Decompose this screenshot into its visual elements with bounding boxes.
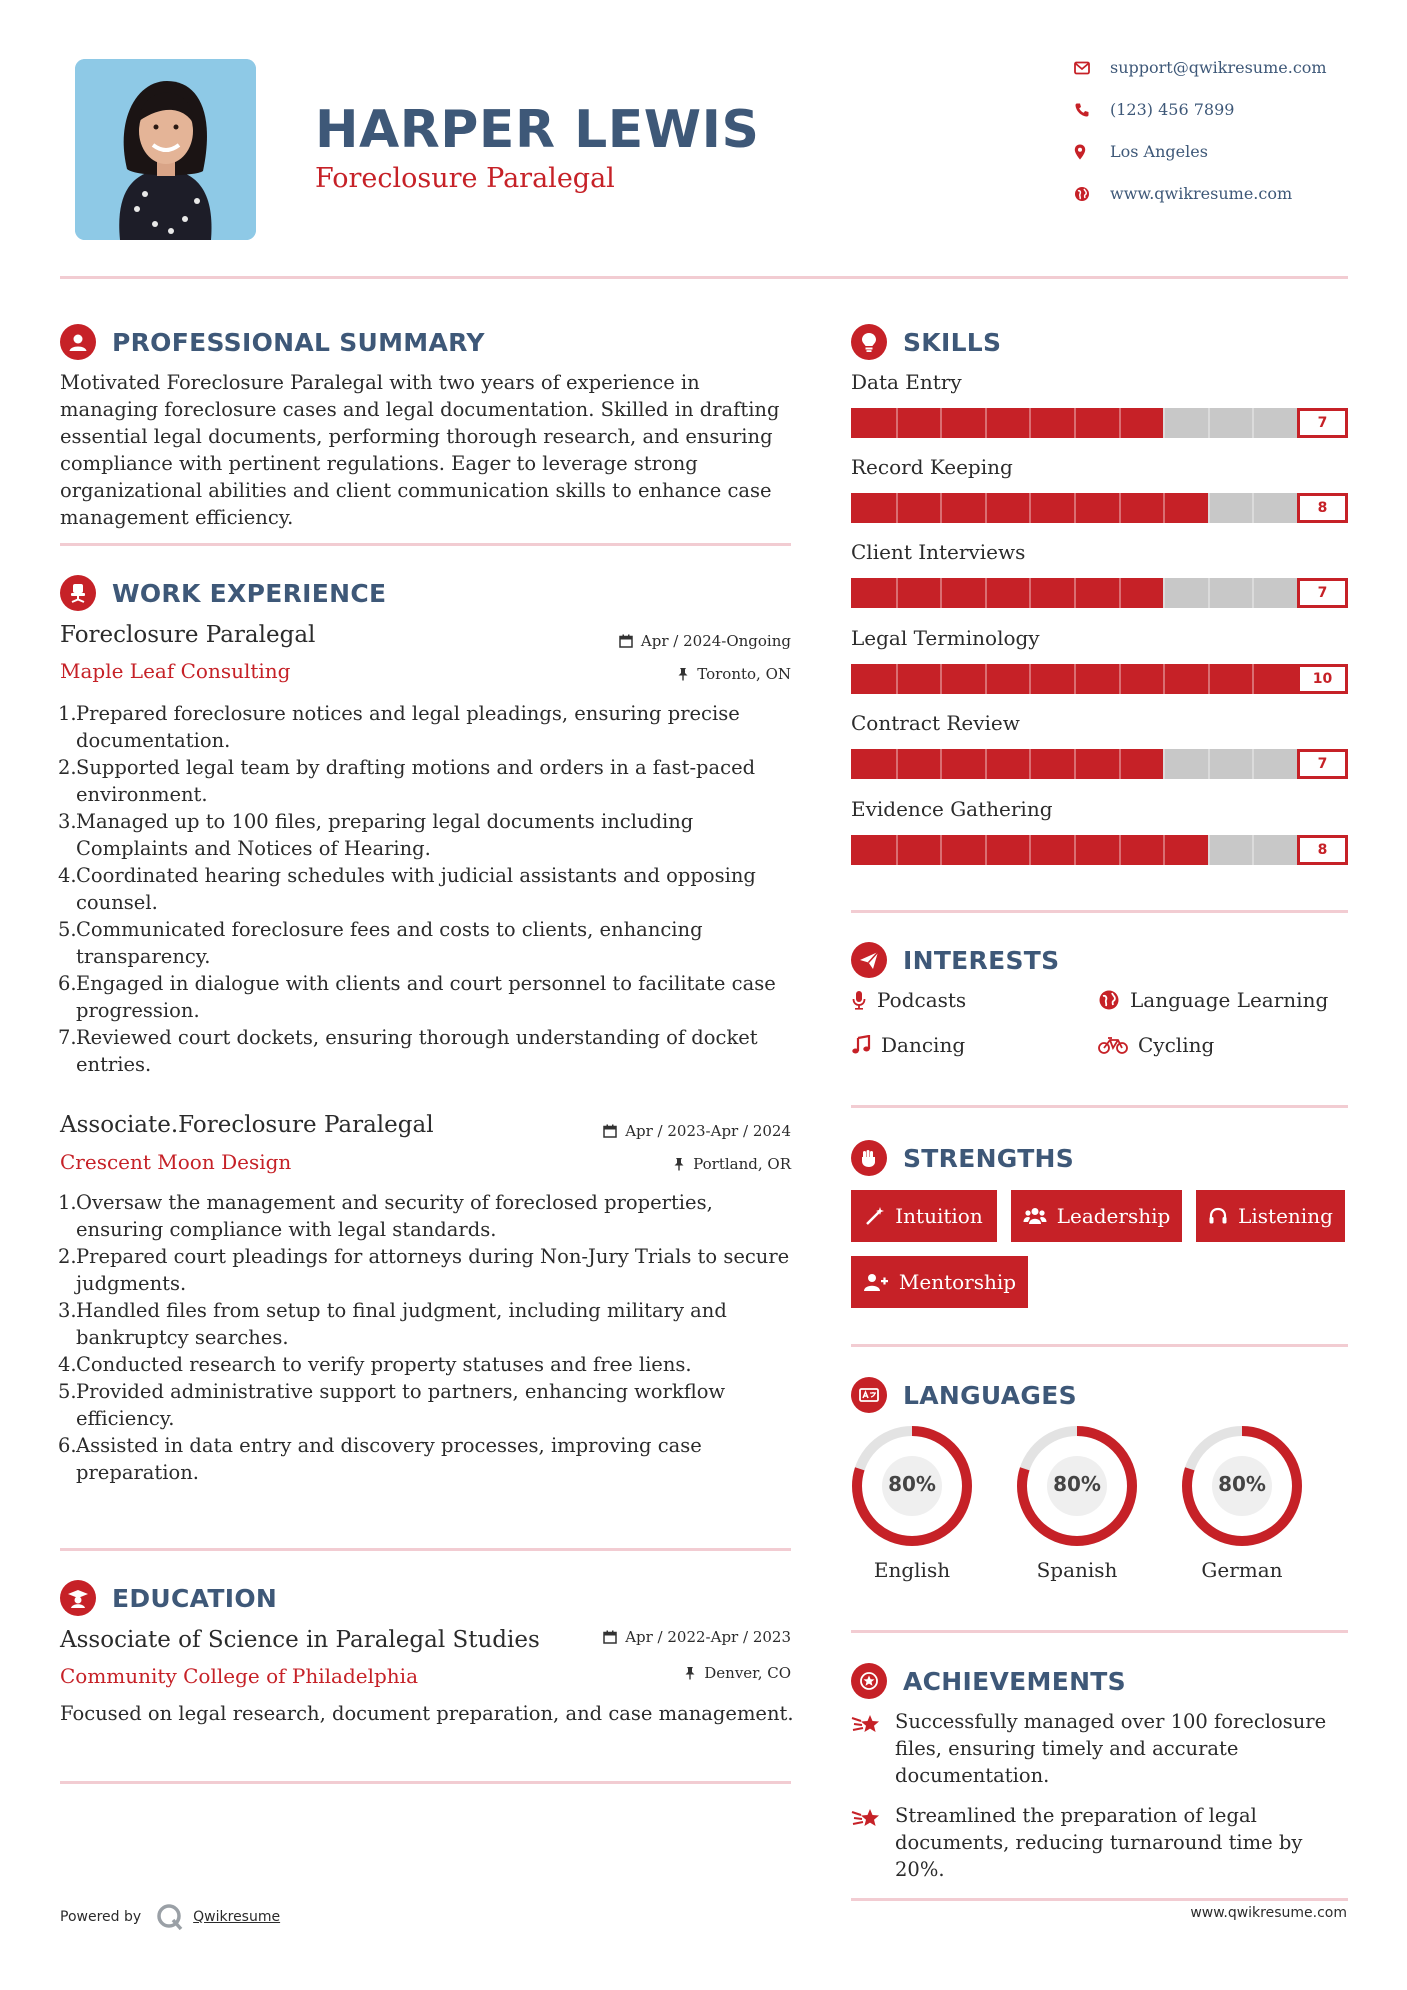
skill-bar-segment: [1074, 578, 1076, 608]
skill-bar-segment: [896, 835, 898, 865]
job-company: Crescent Moon Design: [60, 1150, 292, 1174]
skill-bar-segment: [896, 408, 898, 438]
list-item: 6. Engaged in dialogue with clients and court personnel to facilitate case progression.: [58, 972, 776, 1022]
lightbulb-icon: [851, 324, 887, 360]
skill-bar-segment: [1119, 493, 1121, 523]
interest-item: Podcasts: [851, 988, 966, 1012]
office-chair-icon: [60, 575, 96, 611]
shooting-star-icon: [851, 1710, 885, 1738]
globe-icon: [1074, 186, 1110, 202]
skill-level: 8: [1297, 835, 1348, 865]
skill-bar-segment: [1119, 749, 1121, 779]
skill-bar: [851, 664, 1297, 694]
languages-divider: [851, 1630, 1348, 1633]
languages-heading: LANGUAGES: [851, 1377, 1077, 1413]
strength-chip: Listening: [1196, 1190, 1345, 1242]
graduate-icon: [60, 1580, 96, 1616]
skill-bar-fill: [851, 408, 1163, 438]
job-location: Toronto, ON: [500, 665, 791, 683]
headphones-icon: [1208, 1206, 1228, 1226]
skill-bar-segment: [1119, 578, 1121, 608]
skill-level: 7: [1297, 578, 1348, 608]
user-plus-icon: [863, 1272, 889, 1292]
education-description: Focused on legal research, document preparation, and case management.: [60, 1702, 794, 1725]
skill-bar-segment: [985, 749, 987, 779]
interests-heading: INTERESTS: [851, 942, 1059, 978]
skill-bar-segment: [1029, 578, 1031, 608]
list-item: 7. Reviewed court dockets, ensuring thorough understanding of docket entries.: [58, 1026, 758, 1076]
star-badge-icon: [851, 1663, 887, 1699]
pushpin-icon: [684, 1666, 696, 1680]
skill-bar-segment: [1029, 408, 1031, 438]
language-percent: 80%: [1218, 1472, 1266, 1496]
strength-chip: Intuition: [851, 1190, 997, 1242]
skill-bar-segment: [1029, 749, 1031, 779]
contact-website-text: www.qwikresume.com: [1110, 184, 1293, 203]
skill-bar-segment: [1119, 664, 1121, 694]
powered-by: Powered by Qwikresume: [60, 1902, 280, 1932]
education-heading: EDUCATION: [60, 1580, 277, 1616]
summary-divider: [60, 543, 791, 546]
skill-bar-segment: [896, 493, 898, 523]
phone-icon: [1074, 102, 1110, 118]
skill-bar-segment: [1029, 493, 1031, 523]
contact-website[interactable]: [1074, 184, 1292, 203]
skill-level: 10: [1297, 664, 1348, 694]
skill-bar-segment: [985, 408, 987, 438]
skill-bar-fill: [851, 578, 1163, 608]
skill-bar: [851, 578, 1297, 608]
skills-divider: [851, 910, 1348, 913]
job-duties: [58, 700, 798, 1078]
interest-item: Dancing: [851, 1033, 965, 1057]
skill-bar: [851, 493, 1297, 523]
user-circle-icon: [60, 324, 96, 360]
interests-divider: [851, 1105, 1348, 1108]
skill-bar-segment: [940, 835, 942, 865]
qwikresume-logo-icon: [155, 1902, 185, 1932]
skill-bar-segment: [1074, 408, 1076, 438]
list-item: 2. Supported legal team by drafting motions and orders in a fast-paced environment.: [58, 756, 756, 806]
list-item: 2. Prepared court pleadings for attorneys during Non-Jury Trials to secure judgments.: [58, 1245, 790, 1295]
pushpin-icon: [677, 667, 689, 681]
list-item: 4. Conducted research to verify property statuses and free liens.: [58, 1353, 692, 1376]
education-location: Denver, CO: [500, 1664, 791, 1682]
skill-bar-segment: [1208, 408, 1210, 438]
skill-bar-segment: [1163, 493, 1165, 523]
job-location: Portland, OR: [500, 1155, 791, 1173]
achievement-item: Successfully managed over 100 foreclosure files, ensuring timely and accurate documentation.: [851, 1708, 1348, 1789]
skill-bar-segment: [1208, 664, 1210, 694]
list-item: 5. Provided administrative support to partners, enhancing workflow efficiency.: [58, 1380, 726, 1430]
skill-bar-segment: [896, 578, 898, 608]
skill-bar-segment: [896, 664, 898, 694]
skill-level: 7: [1297, 408, 1348, 438]
list-item: 5. Communicated foreclosure fees and costs to clients, enhancing transparency.: [58, 918, 703, 968]
job-date: Apr / 2024-Ongoing: [500, 632, 791, 650]
skill-bar-fill: [851, 749, 1163, 779]
magic-wand-icon: [865, 1206, 885, 1226]
skill-bar-segment: [940, 493, 942, 523]
list-item: 3. Handled files from setup to final judgment, including military and bankruptcy searches.: [58, 1299, 727, 1349]
skill-bar-segment: [1029, 835, 1031, 865]
education-date: Apr / 2022-Apr / 2023: [500, 1628, 791, 1646]
experience-divider: [60, 1548, 791, 1551]
strength-chip: Mentorship: [851, 1256, 1028, 1308]
contact-email[interactable]: [1074, 58, 1327, 77]
envelope-icon: [1074, 61, 1110, 75]
skill-bar-segment: [1029, 664, 1031, 694]
skill-bar-segment: [940, 578, 942, 608]
job-title: Foreclosure Paralegal: [60, 622, 316, 648]
skill-bar-segment: [940, 664, 942, 694]
globe-icon: [1098, 989, 1120, 1011]
skill-bar-segment: [940, 408, 942, 438]
skill-bar-segment: [1163, 664, 1165, 694]
skill-bar-segment: [985, 664, 987, 694]
list-item: 1. Oversaw the management and security of foreclosed properties, ensuring compliance with legal standards.: [58, 1191, 713, 1241]
skill-bar-segment: [1119, 835, 1121, 865]
list-item: 4. Coordinated hearing schedules with judicial assistants and opposing counsel.: [58, 864, 756, 914]
strength-chip: Leadership: [1011, 1190, 1182, 1242]
achievements-heading: ACHIEVEMENTS: [851, 1663, 1126, 1699]
users-icon: [1023, 1206, 1047, 1226]
language-name: English: [873, 1558, 951, 1582]
skill-bar-segment: [1252, 835, 1254, 865]
language-percent: 80%: [1053, 1472, 1101, 1496]
skill-bar-segment: [1074, 493, 1076, 523]
skill-bar-segment: [1074, 664, 1076, 694]
list-item: 3. Managed up to 100 files, preparing legal documents including Complaints and Notices of Hearing.: [58, 810, 694, 860]
strengths-heading: STRENGTHS: [851, 1140, 1074, 1176]
job-date: Apr / 2023-Apr / 2024: [500, 1122, 791, 1140]
footer-url[interactable]: www.qwikresume.com: [1190, 1905, 1347, 1921]
skills-heading: SKILLS: [851, 324, 1001, 360]
skill-bar: [851, 835, 1297, 865]
skill-bar-segment: [985, 835, 987, 865]
language-name: German: [1201, 1558, 1283, 1582]
calendar-icon: [603, 1124, 617, 1138]
achievement-item: Streamlined the preparation of legal documents, reducing turnaround time by 20%.: [851, 1802, 1348, 1883]
skill-bar-segment: [1252, 493, 1254, 523]
fist-icon: [851, 1140, 887, 1176]
skill-bar-segment: [1163, 408, 1165, 438]
calendar-icon: [603, 1630, 617, 1644]
strengths-divider: [851, 1344, 1348, 1347]
skill-bar-segment: [1163, 835, 1165, 865]
candidate-name: HARPER LEWIS: [315, 100, 760, 160]
skill-name: Client Interviews: [851, 540, 1026, 564]
skill-bar-segment: [1208, 835, 1210, 865]
list-item: 6. Assisted in data entry and discovery processes, improving case preparation.: [58, 1434, 702, 1484]
skill-bar-segment: [896, 749, 898, 779]
skill-bar-segment: [1252, 408, 1254, 438]
profile-photo: [75, 59, 256, 240]
contact-email-text: support@qwikresume.com: [1110, 58, 1327, 77]
candidate-title: Foreclosure Paralegal: [315, 163, 615, 194]
paper-plane-icon: [851, 942, 887, 978]
music-note-icon: [851, 1035, 871, 1055]
skill-name: Contract Review: [851, 711, 1020, 735]
contact-location: [1074, 142, 1208, 161]
shooting-star-icon: [851, 1804, 885, 1832]
education-school: Community College of Philadelphia: [60, 1664, 418, 1688]
calendar-icon: [619, 634, 633, 648]
skill-level: 8: [1297, 493, 1348, 523]
skill-bar-segment: [1252, 749, 1254, 779]
skill-name: Record Keeping: [851, 455, 1013, 479]
education-degree: Associate of Science in Paralegal Studies: [60, 1627, 540, 1653]
skill-bar: [851, 749, 1297, 779]
contact-location-text: Los Angeles: [1110, 142, 1208, 161]
bicycle-icon: [1098, 1035, 1128, 1055]
skill-name: Legal Terminology: [851, 626, 1040, 650]
skill-bar-segment: [1208, 749, 1210, 779]
education-divider: [60, 1781, 791, 1784]
skill-bar-segment: [985, 493, 987, 523]
contact-phone[interactable]: [1074, 100, 1234, 119]
job-company: Maple Leaf Consulting: [60, 659, 291, 683]
qwikresume-link[interactable]: Qwikresume: [193, 1909, 281, 1925]
skill-name: Evidence Gathering: [851, 797, 1053, 821]
job-title: Associate.Foreclosure Paralegal: [60, 1112, 434, 1138]
skill-bar-segment: [940, 749, 942, 779]
header-divider: [60, 276, 1348, 279]
skill-bar-segment: [1074, 749, 1076, 779]
skill-bar-segment: [985, 578, 987, 608]
skill-bar: [851, 408, 1297, 438]
skill-level: 7: [1297, 749, 1348, 779]
skill-bar-segment: [1163, 749, 1165, 779]
skill-bar-segment: [1163, 578, 1165, 608]
map-pin-icon: [1074, 144, 1110, 160]
language-percent: 80%: [888, 1472, 936, 1496]
skill-bar-segment: [1252, 578, 1254, 608]
translate-icon: [851, 1377, 887, 1413]
summary-text: Motivated Foreclosure Paralegal with two years of experience in managing foreclosure cases and legal documentation. Skilled in drafting essential legal documents, performing thorough research, and ensuring compliance with pertinent regulations. Eager to leverage strong organizational abilities and client communication skills to enhance case management efficiency.: [60, 371, 780, 529]
job-duties: [58, 1189, 798, 1486]
skill-bar-segment: [1252, 664, 1254, 694]
achievements-divider: [851, 1898, 1348, 1901]
list-item: 1. Prepared foreclosure notices and legal pleadings, ensuring precise documentation.: [58, 702, 740, 752]
skill-bar-segment: [1119, 408, 1121, 438]
interest-item: Language Learning: [1098, 988, 1328, 1012]
interest-item: Cycling: [1098, 1033, 1214, 1057]
microphone-icon: [851, 990, 867, 1010]
skill-name: Data Entry: [851, 370, 962, 394]
skill-bar-segment: [1208, 493, 1210, 523]
pushpin-icon: [673, 1157, 685, 1171]
language-name: Spanish: [1036, 1558, 1118, 1582]
skill-bar-segment: [1074, 835, 1076, 865]
experience-heading: WORK EXPERIENCE: [60, 575, 386, 611]
skill-bar-segment: [1208, 578, 1210, 608]
contact-phone-text: (123) 456 7899: [1110, 100, 1235, 119]
summary-heading: PROFESSIONAL SUMMARY: [60, 324, 485, 360]
